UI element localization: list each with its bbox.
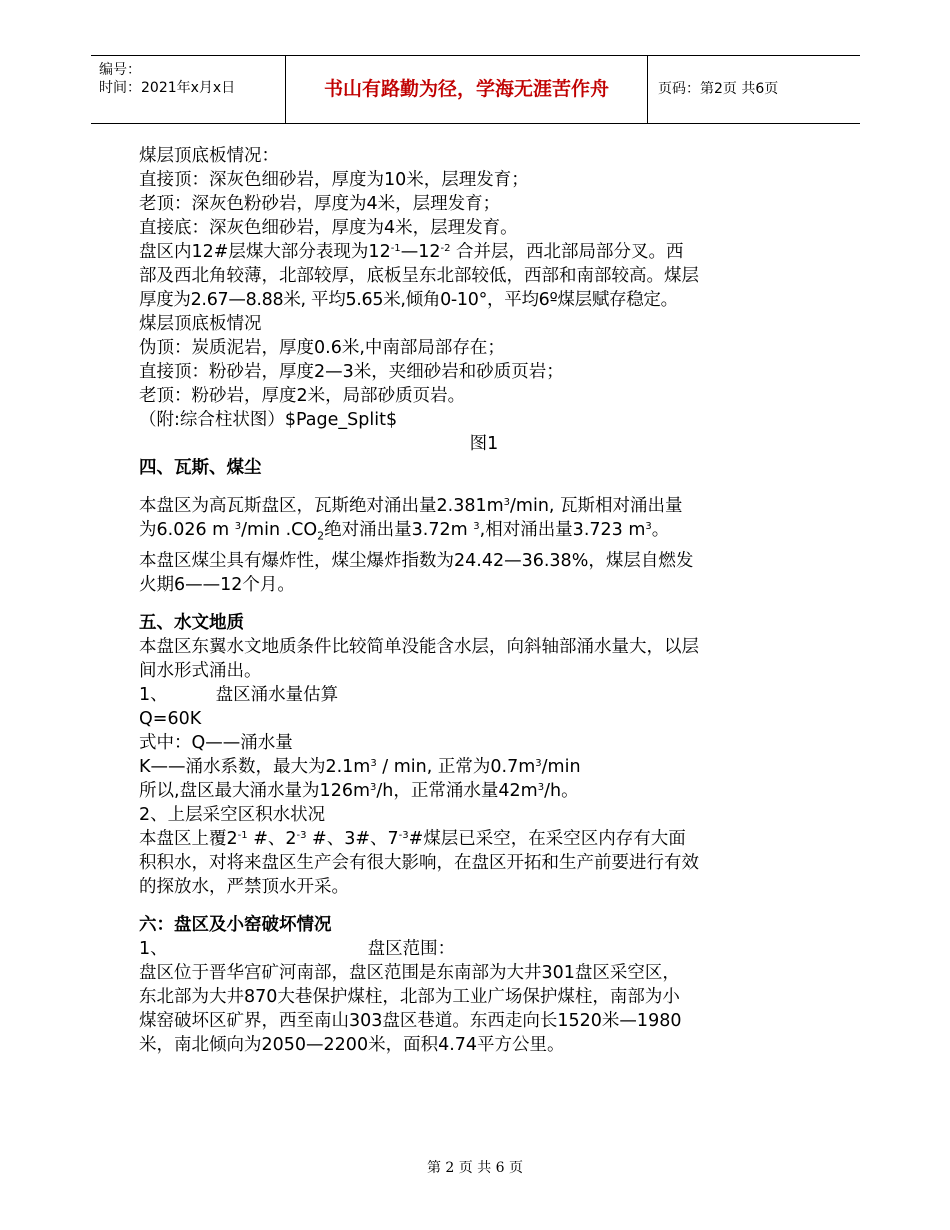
text-line: 盘区位于晋华宫矿河南部，盘区范围是东南部为大井301盘区采空区， (139, 962, 680, 983)
formula-line: Q=60K (139, 708, 202, 729)
text-line: 厚度为2.67—8.88米, 平均5.65米,倾角0-10°，平均6º煤层赋存稳定。 (139, 290, 678, 310)
text-line: 为6.026 m $^3$/min $.CO_2$绝对涌出量3.72m $^3$,相对涌出量3.723 $m^3$。 (139, 520, 670, 543)
text-line: （附:综合柱状图）$Page_Split$ (139, 410, 398, 430)
text-line: 煤层顶底板情况： (139, 146, 279, 166)
text-line: 东北部为大井870大巷保护煤柱，北部为工业广场保护煤柱，南部为小 (139, 986, 680, 1007)
page-header (91, 55, 860, 124)
text-line: 本盘区东翼水文地质条件比较简单没能含水层，向斜轴部涌水量大，以层 (139, 636, 699, 657)
text-line: 煤层顶底板情况 (139, 314, 262, 334)
text-line: 部及西北角较薄，北部较厚，底板呈东北部较低，西部和南部较高。煤层 (139, 266, 699, 286)
text-line: 间水形式涌出。 (139, 660, 262, 681)
text-line: 老顶：粉砂岩，厚度2米，局部砂质页岩。 (139, 386, 466, 406)
text-line: 盘区内12#层煤大部分表现为$12^{-1}—12^{-2}$ 合并层，西北部局部分叉。西 (139, 242, 684, 262)
text-line: 直接顶：粉砂岩，厚度2—3米，夹细砂岩和砂质页岩； (139, 362, 564, 382)
text-line: 本盘区为高瓦斯盘区，瓦斯绝对涌出量$2.381m^3/\min$, 瓦斯相对涌出量 (139, 496, 683, 516)
text-line: 老顶：深灰色粉砂岩，厚度为4米，层理发育； (139, 194, 501, 214)
section-heading-6: 六：盘区及小窑破坏情况 (139, 914, 332, 935)
header-page-number: 页码：第2页 共6页 (658, 81, 779, 97)
text-line: 积积水，对将来盘区生产会有很大影响，在盘区开拓和生产前要进行有效 (139, 852, 699, 873)
header-meta (91, 56, 286, 123)
section-heading-5: 五、水文地质 (139, 612, 244, 633)
text-line: 直接底：深灰色细砂岩，厚度为4米，层理发育。 (139, 218, 518, 238)
text-line: 直接顶：深灰色细砂岩，厚度为10米，层理发育； (139, 170, 529, 190)
text-line: 2、上层采空区积水状况 (139, 804, 326, 825)
text-line: 式中：Q——涌水量 (139, 732, 293, 753)
text-line: 所以,盘区最大涌水量为$126m^3/h$，正常涌水量$42m^3/h$。 (139, 780, 579, 801)
text-line: 火期6——12个月。 (139, 574, 295, 595)
text-line: 煤窑破坏区矿界，西至南山303盘区巷道。东西走向长1520米—1980 (139, 1010, 682, 1031)
text-line: K——涌水系数，最大为$2.1m^3$ / min, 正常为$0.7m^3/\min$ (139, 756, 581, 777)
text-line: 米，南北倾向为2050—2200米，面积4.74平方公里。 (139, 1034, 565, 1055)
text-line: 本盘区上覆$2^{-1}$ #、$2^{-3}$ #、3#、$7^{-3}\#$煤层已采空，在采空区内存有大面 (139, 828, 686, 849)
figure-caption: 图1 (469, 434, 499, 454)
text-line: 的探放水，严禁顶水开采。 (139, 876, 349, 897)
section-heading-4: 四、瓦斯、煤尘 (139, 458, 262, 478)
text-line: 1、 盘区范围： (139, 938, 456, 959)
text-line: 伪顶：炭质泥岩，厚度0.6米,中南部局部存在； (139, 338, 505, 358)
header-motto: 书山有路勤为径，学海无涯苦作舟 (286, 56, 648, 123)
date-label: 时间：2021年x月x日 (99, 80, 236, 96)
page-footer: 第 2 页 共 6 页 (426, 1160, 524, 1176)
document-body (139, 144, 829, 1057)
text-line: 1、 盘区涌水量估算 (139, 684, 339, 705)
serial-label: 编号： (99, 62, 141, 78)
text-line: 本盘区煤尘具有爆炸性，煤尘爆炸指数为24.42—36.38%，煤层自燃发 (139, 550, 694, 571)
